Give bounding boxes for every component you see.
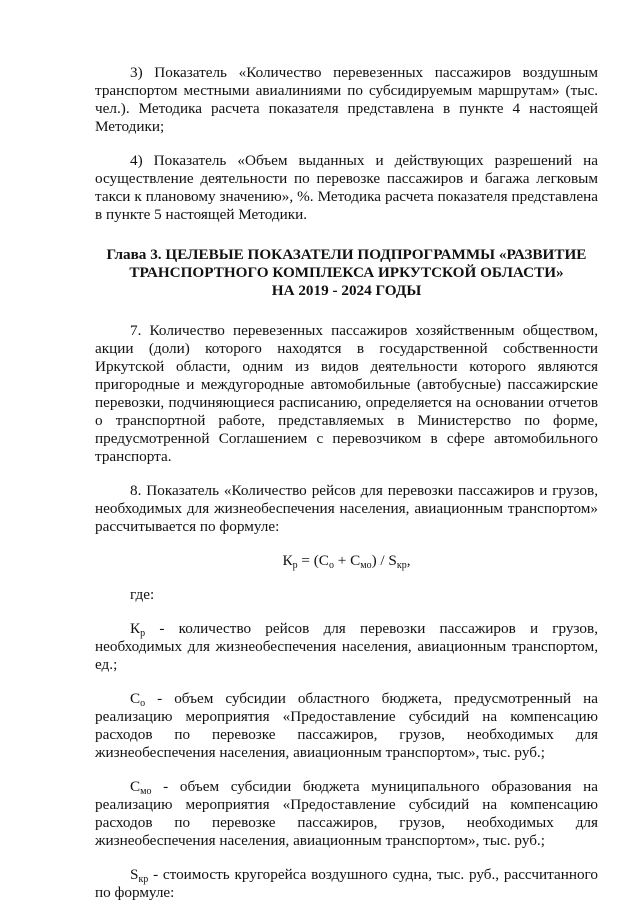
formula-eq: = (С xyxy=(297,552,329,569)
definition-s-subscript: кр xyxy=(138,874,149,885)
definition-co-subscript: о xyxy=(140,698,146,709)
definition-co-symbol: С xyxy=(130,690,141,707)
formula-kp-subscript: р xyxy=(292,560,298,571)
formula-kp xyxy=(95,552,598,570)
paragraph-7: 7. Количество перевезенных пассажиров хозяйственным обществом, акции (доли) которого находятся в государственной собственности Иркутской области, одним из видов деятельности которого являются пригородные и междугородные автомобильные (автобусные) пассажирские перевозки, подчиняющиеся расписанию, определяется на основании отчетов о транспортной работе, представляемых в Министерство по форме, предусмотренной Соглашением с перевозчиком в сфере автомобильного транспорта. xyxy=(95,322,598,465)
definition-cmo-text: - объем субсидии бюджета муниципального образования на реализацию мероприятия «Предоставление субсидий на компенсацию расходов по перевозке пассажиров, грузов, необходимых для жизнеобеспечения населения, авиационным транспортом», тыс. руб.; xyxy=(95,778,598,849)
formula-end: , xyxy=(406,552,411,569)
definition-kp-subscript: р xyxy=(140,628,146,639)
formula-cmo-subscript: мо xyxy=(360,560,372,571)
where-label: где: xyxy=(130,586,155,603)
definition-s xyxy=(95,866,598,902)
formula-s-subscript: кр xyxy=(396,560,407,571)
paragraph-indicator-3: 3) Показатель «Количество перевезенных пассажиров воздушным транспортом местными авиалиниями по субсидируемым маршрутам» (тыс. чел.). Методика расчета показателя представлена в пункте 4 настоящей Методики; xyxy=(95,64,598,135)
definition-s-text: - стоимость кругорейса воздушного судна, тыс. руб., рассчитанного по формуле: xyxy=(95,866,598,901)
definition-co xyxy=(95,690,598,762)
formula-plus: + С xyxy=(333,552,361,569)
formula-div: ) / S xyxy=(371,552,397,569)
definition-kp-text: - количество рейсов для перевозки пассажиров и грузов, необходимых для жизнеобеспечения населения, авиационным транспортом, ед.; xyxy=(95,620,598,673)
formula-co-subscript: о xyxy=(328,560,334,571)
definition-kp xyxy=(95,620,598,674)
definition-cmo-symbol: С xyxy=(130,778,141,795)
definition-co-text: - объем субсидии областного бюджета, предусмотренный на реализацию мероприятия «Предоставление субсидий на компенсацию расходов по перевозке пассажиров, грузов, необходимых для жизнеобеспечения населения, авиационным транспортом», тыс. руб.; xyxy=(95,690,598,761)
paragraph-indicator-4: 4) Показатель «Объем выданных и действующих разрешений на осуществление деятельности по перевозке пассажиров и багажа легковым такси к плановому значению», %. Методика расчета показателя представлена в пункте 5 настоящей Методики. xyxy=(95,152,598,223)
formula-kp-symbol: К xyxy=(282,552,293,569)
paragraph-8: 8. Показатель «Количество рейсов для перевозки пассажиров и грузов, необходимых для жизнеобеспечения населения, авиационным транспортом» рассчитывается по формуле: xyxy=(95,482,598,535)
definition-cmo xyxy=(95,778,598,850)
definition-kp-symbol: К xyxy=(130,620,141,637)
definition-cmo-subscript: мо xyxy=(140,786,152,797)
document-page xyxy=(95,64,598,902)
chapter-heading-line-3: НА 2019 - 2024 ГОДЫ xyxy=(271,282,422,299)
chapter-heading-line-1: Глава 3. ЦЕЛЕВЫЕ ПОКАЗАТЕЛИ ПОДПРОГРАММЫ «РАЗВИТИЕ xyxy=(106,246,587,263)
chapter-heading-line-2: ТРАНСПОРТНОГО КОМПЛЕКСА ИРКУТСКОЙ ОБЛАСТИ» xyxy=(129,264,564,281)
chapter-heading xyxy=(95,246,598,300)
definition-s-symbol: S xyxy=(130,866,139,883)
